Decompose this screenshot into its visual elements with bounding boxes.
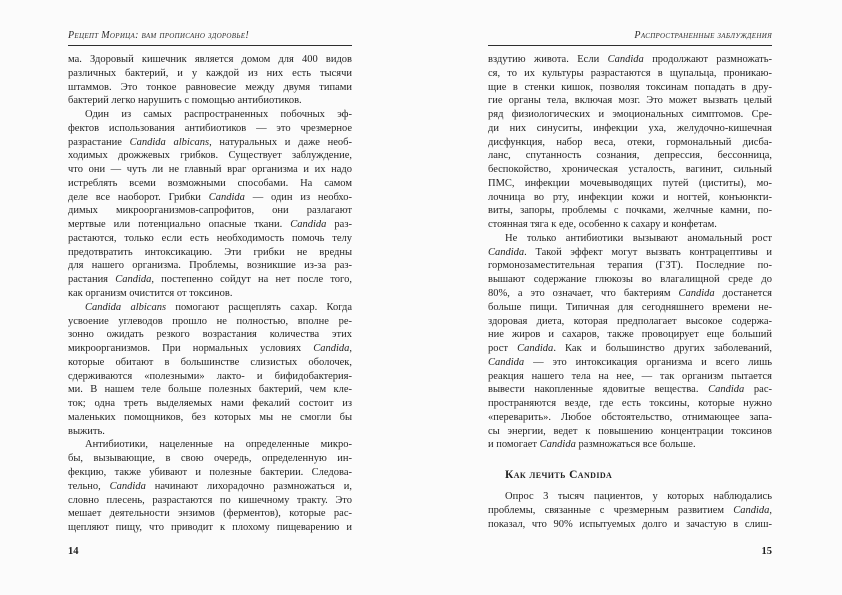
text-line: ланс, спутанность сознания, депрессия, бессонница, bbox=[488, 150, 772, 162]
text-line: фекцию, также убивают и полезные бактерии. Следова- bbox=[68, 466, 352, 478]
page-body bbox=[488, 53, 772, 532]
page-body bbox=[68, 53, 352, 535]
text-line: Один из самых распространенных побочных эф- bbox=[85, 109, 352, 121]
text-line: мертвые или потенциально опасные ткани. Candida раз- bbox=[68, 219, 352, 231]
running-header-text: Рецепт Морица: вам прописано здоровье! bbox=[68, 30, 249, 41]
text-line: ся, то их культуры разрастаются в щупальца, проникаю- bbox=[488, 67, 772, 79]
paragraph bbox=[68, 301, 352, 439]
text-line: микроорганизмов. При нормальных условиях Candida, bbox=[68, 343, 352, 355]
text-line: бактерий легко нарушить с помощью антибиотиков. bbox=[68, 95, 302, 107]
paragraph bbox=[68, 438, 352, 534]
paragraph bbox=[488, 53, 772, 232]
text-line: сы энергии, ведет к повышению концентрации токсинов bbox=[488, 425, 772, 437]
page-left bbox=[68, 30, 352, 570]
paragraph bbox=[68, 108, 352, 301]
running-header-text: Распространенные заблуждения bbox=[634, 30, 772, 41]
text-line: выжить. bbox=[68, 425, 105, 437]
text-line: разрастание Candida albicans, натуральных и даже необ- bbox=[68, 136, 352, 148]
paragraph bbox=[488, 232, 772, 452]
text-line: различных бактерий, и у каждой из них есть тысячи bbox=[68, 67, 352, 79]
text-line: сдерживаются «полезными» лакто- и бифидобактерия- bbox=[68, 370, 352, 382]
text-line: вздутию живота. Если Candida продолжают размножать- bbox=[488, 54, 772, 65]
text-line: ряд физиологических и эмоциональных симптомов. Сре- bbox=[488, 109, 772, 121]
text-line: бы, вызывающие, в свою очередь, определенную ин- bbox=[68, 453, 352, 465]
text-line: деле все наоборот. Грибки Candida — один из необхо- bbox=[68, 191, 352, 203]
text-line: Не только антибиотики вызывают аномальный рост bbox=[505, 232, 772, 244]
page-number: 14 bbox=[68, 546, 79, 557]
text-line: ходимых дрожжевых грибков. Существует заблуждение, bbox=[68, 150, 352, 162]
text-line: беспокойство, хроническая усталость, вагинит, сильный bbox=[488, 164, 772, 176]
text-line: ние жиров и сахаров, также провоцирует еще больший bbox=[488, 329, 772, 341]
text-line: словно плесень, разрастаются по кишечному тракту. Это bbox=[68, 494, 352, 506]
text-line: рост Candida. Как и большинство других заболеваний, bbox=[488, 343, 772, 355]
text-line: пространяются везде, где есть токсины, которые нужно bbox=[488, 398, 772, 410]
running-header bbox=[488, 30, 772, 46]
text-line: предотвратить интоксикацию. Эти грибки не вредны bbox=[68, 246, 352, 258]
text-line: для нашего организма. Проблемы, возникшие из-за раз- bbox=[68, 260, 352, 272]
text-line: Антибиотики, нацеленные на определенные микро- bbox=[85, 439, 352, 451]
text-line: проблемы, связанные с чрезмерным развитием Candida, bbox=[488, 504, 772, 516]
text-line: «переварить». Любое обстоятельство, отнимающее запа- bbox=[488, 411, 772, 423]
text-line: фектов использования антибиотиков — это чрезмерное bbox=[68, 122, 352, 134]
text-line: тельно, Candida начинают лихорадочно размножаться и, bbox=[68, 480, 352, 492]
text-line: лочница во рту, инфекции кожи и ногтей, конъюнкти- bbox=[488, 191, 772, 203]
text-line: маленьких помощников, без которых мы не смогли бы bbox=[68, 411, 352, 423]
text-line: ток; одна треть выделяемых нами фекалий состоит из bbox=[68, 398, 352, 410]
text-line: Candida — это интоксикация организма и всего лишь bbox=[488, 356, 772, 368]
text-line: зонно ожидать резкого возрастания количества этих bbox=[68, 329, 352, 341]
text-line: растаются, только если есть необходимость помочь телу bbox=[68, 232, 352, 244]
text-line: ми. В нашем теле больше полезных бактерий, чем кле- bbox=[68, 384, 352, 396]
text-line: вышают содержание глюкозы во влагалищной среде до bbox=[488, 274, 772, 286]
text-line: штаммов. Это тонкое равновесие между двумя типами bbox=[68, 81, 352, 93]
text-line: ма. Здоровый кишечник является домом для 400 видов bbox=[68, 54, 352, 65]
text-line: усвоение углеводов прошло не полностью, вполне ре- bbox=[68, 315, 352, 327]
text-line: больше пищи. Типичная для сегодняшнего времени не- bbox=[488, 301, 772, 313]
text-line: Опрос 3 тысяч пациентов, у которых наблюдались bbox=[505, 491, 772, 503]
text-line: реакция нашего тела на нее, — так организм пытается bbox=[488, 370, 772, 382]
paragraph bbox=[488, 490, 772, 531]
text-line: виты, запоры, проблемы с почками, желчные камни, по- bbox=[488, 205, 772, 217]
section-heading: Как лечить Candida bbox=[505, 469, 613, 482]
page-number: 15 bbox=[761, 546, 772, 557]
paragraph bbox=[68, 53, 352, 108]
text-line: мешает деятельности энзимов (ферментов), которые рас- bbox=[68, 508, 352, 520]
text-line: что они — чуть ли не главный враг организма и их надо bbox=[68, 164, 352, 176]
text-line: 80%, а это означает, что бактериям Candida достанется bbox=[488, 288, 772, 300]
text-line: и помогает Candida размножаться все больше. bbox=[488, 439, 696, 451]
text-line: как организм очистится от токсинов. bbox=[68, 288, 233, 300]
text-line: здоровая диета, которая предполагает высокое содержа- bbox=[488, 315, 772, 327]
running-header bbox=[68, 30, 352, 46]
text-line: димых микроорганизмов-сапрофитов, они разлагают bbox=[68, 205, 352, 217]
text-line: дисфункция, набор веса, отеки, гормональный дисба- bbox=[488, 136, 772, 148]
text-line: ди них синуситы, инфекции уха, желудочно-кишечная bbox=[488, 122, 772, 134]
text-line: вывести накопленные ядовитые вещества. Candida рас- bbox=[488, 384, 772, 396]
text-line: которые обитают в большинстве слизистых оболочек, bbox=[68, 356, 352, 368]
text-line: истреблять всеми возможными способами. На самом bbox=[68, 177, 352, 189]
text-line: щие в стенки кишок, позволяя токсинам попадать в дру- bbox=[488, 81, 772, 93]
text-line: щепляют пищу, что приводит к плохому пищеварению и bbox=[68, 522, 352, 534]
text-line: гормонозаместительная терапия (ГЗТ). Последние по- bbox=[488, 260, 772, 272]
text-line: растания Candida, постепенно сойдут на нет после того, bbox=[68, 274, 352, 286]
text-line: стоянная тяга к еде, особенно к сахару и конфетам. bbox=[488, 219, 717, 231]
text-line: ПМС, инфекции мочевыводящих путей (циститы), мо- bbox=[488, 177, 772, 189]
text-line: Candida. Такой эффект могут вызвать контрацептивы и bbox=[488, 246, 772, 258]
text-line: показал, что 90% испытуемых долго и зачастую в слиш- bbox=[488, 518, 772, 530]
text-line: гие органы тела, включая мозг. Это может вызвать целый bbox=[488, 95, 772, 107]
page-right bbox=[488, 30, 772, 570]
text-line: Candida albicans помогают расщеплять сахар. Когда bbox=[85, 301, 352, 313]
